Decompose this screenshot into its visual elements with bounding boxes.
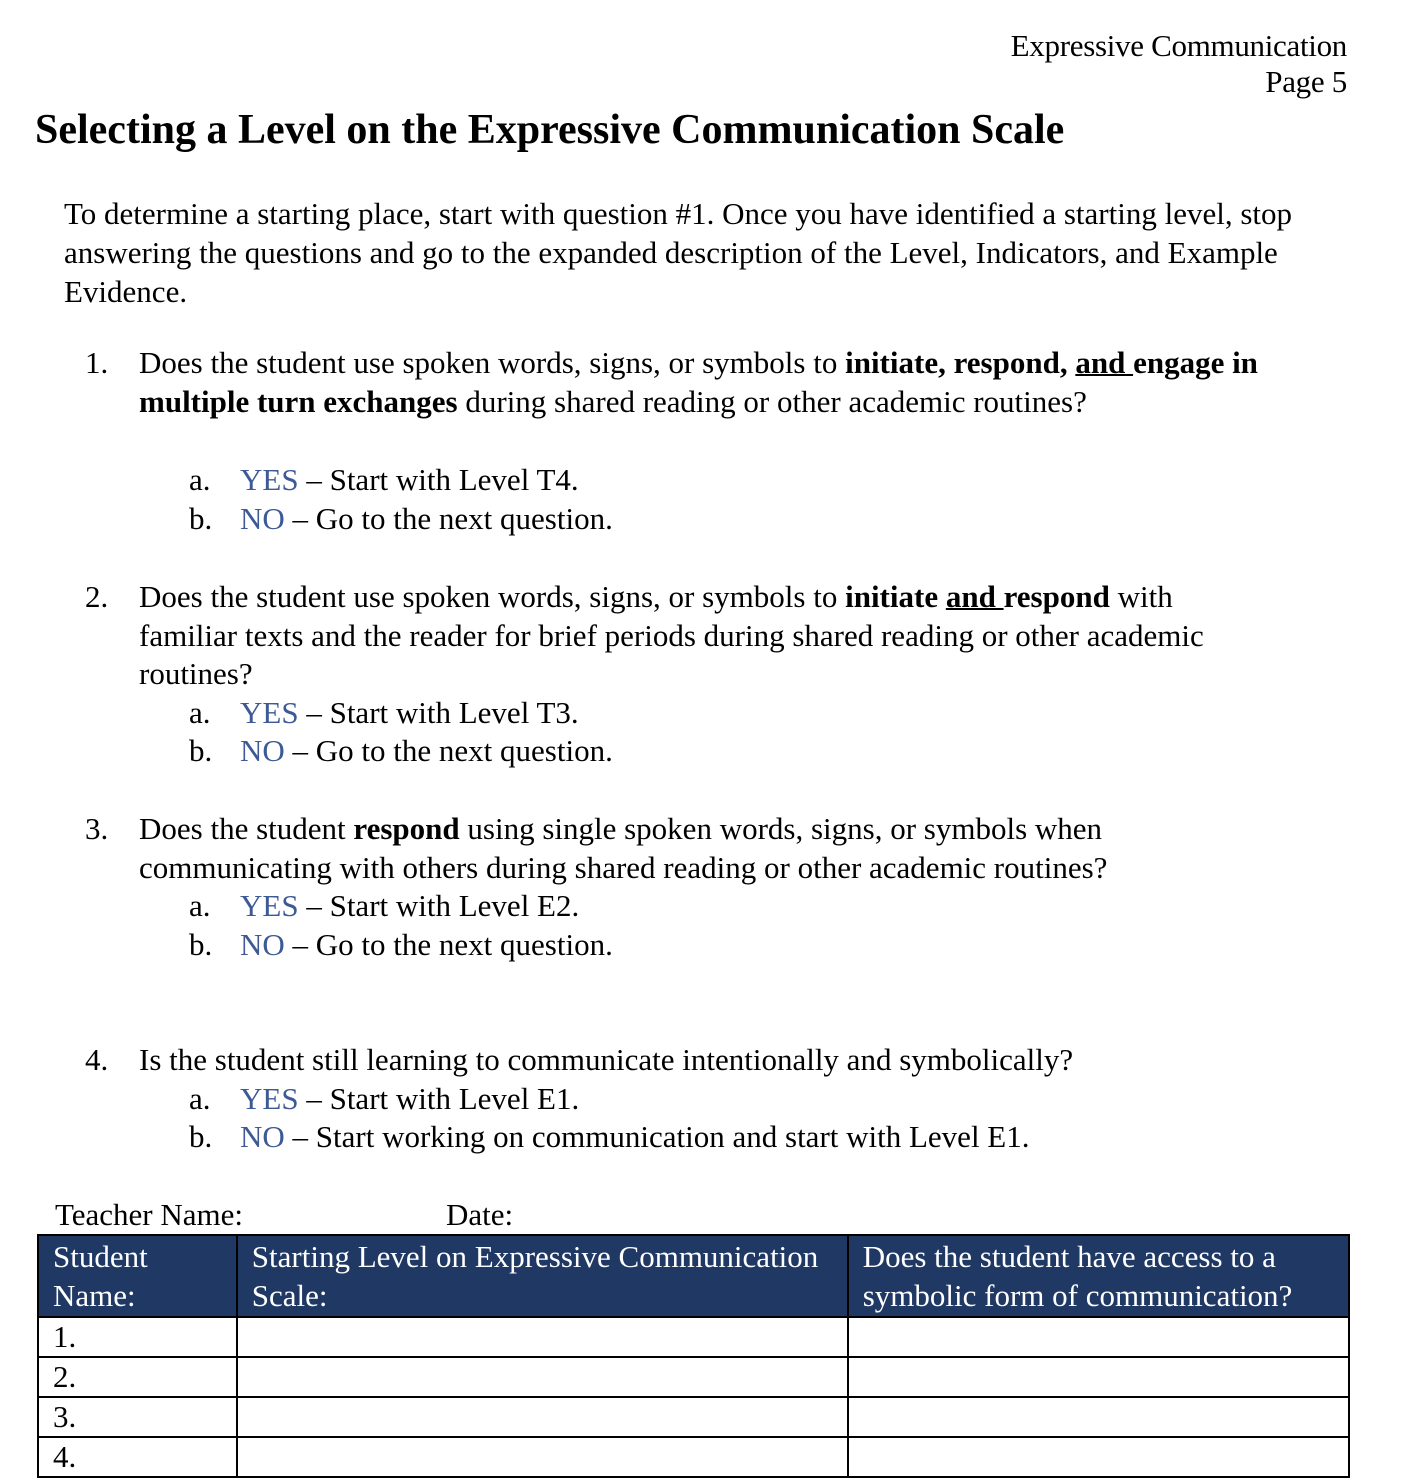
- teacher-name-label: Teacher Name:: [55, 1197, 244, 1232]
- symbolic-access-cell[interactable]: [848, 1397, 1349, 1437]
- answer-label: YES: [240, 462, 299, 497]
- student-name-cell[interactable]: 4.: [38, 1437, 237, 1477]
- question-underlined-emphasis: and: [1075, 345, 1134, 380]
- student-name-cell[interactable]: 3.: [38, 1397, 237, 1437]
- question-2: [85, 578, 1325, 771]
- question-underlined-emphasis: and: [945, 579, 1004, 614]
- question-text: Does the student use spoken words, signs, or symbols to: [139, 345, 846, 380]
- date-label: Date:: [446, 1197, 514, 1232]
- answer-instruction: – Start working on communication and start with Level E1.: [284, 1119, 1030, 1154]
- question-emphasis: respond: [353, 811, 460, 846]
- option-letter: a.: [189, 694, 211, 730]
- symbolic-access-cell[interactable]: [848, 1437, 1349, 1477]
- option-letter: b.: [189, 926, 213, 962]
- answer-instruction: – Start with Level E2.: [298, 888, 580, 923]
- answer-instruction: – Go to the next question.: [284, 733, 613, 768]
- answer-label: NO: [240, 733, 285, 768]
- answer-option-no: [85, 926, 1325, 965]
- question-number: 3.: [85, 811, 109, 846]
- question-4: [85, 1041, 1325, 1157]
- page-title: Selecting a Level on the Expressive Communication Scale: [35, 107, 1065, 153]
- column-header-starting-level: Starting Level on Expressive Communication Scale:: [237, 1235, 848, 1317]
- question-emphasis: initiate: [845, 579, 946, 614]
- student-roster-table: [37, 1234, 1350, 1478]
- question-text: during shared reading or other academic routines?: [457, 383, 1087, 419]
- option-letter: b.: [189, 500, 213, 536]
- starting-level-cell[interactable]: [237, 1397, 848, 1437]
- answer-instruction: – Start with Level T3.: [298, 694, 579, 730]
- option-letter: b.: [189, 1119, 213, 1154]
- column-header-student-name: Student Name:: [38, 1235, 237, 1317]
- student-name-cell[interactable]: 2.: [38, 1357, 237, 1397]
- question-number: 1.: [85, 345, 109, 380]
- answer-label: YES: [240, 1080, 299, 1116]
- header-section-name: Expressive Communication: [1010, 28, 1347, 63]
- question-emphasis: engage in multiple turn exchanges: [139, 345, 1258, 419]
- question-text: with familiar texts and the reader for brief periods during shared reading or other academic routines?: [139, 579, 1204, 691]
- answer-label: YES: [240, 694, 299, 730]
- answer-option-yes: [85, 887, 1325, 926]
- header-page-number: Page 5: [1265, 64, 1347, 99]
- answer-option-yes: [85, 694, 1325, 733]
- column-header-symbolic-access: Does the student have access to a symbolic form of communication?: [848, 1235, 1349, 1317]
- symbolic-access-cell[interactable]: [848, 1317, 1349, 1357]
- question-text: Is the student still learning to communicate intentionally and symbolically?: [139, 1042, 1074, 1077]
- answer-instruction: – Go to the next question.: [284, 500, 613, 536]
- option-letter: a.: [189, 888, 211, 923]
- symbolic-access-cell[interactable]: [848, 1357, 1349, 1397]
- question-3: [85, 810, 1325, 964]
- starting-level-cell[interactable]: [237, 1317, 848, 1357]
- page-header: [1011, 28, 1347, 100]
- starting-level-cell[interactable]: [237, 1437, 848, 1477]
- answer-instruction: – Go to the next question.: [284, 926, 613, 962]
- answer-label: NO: [240, 500, 285, 536]
- answer-label: NO: [240, 926, 285, 962]
- question-number: 2.: [85, 579, 109, 614]
- answer-option-no: [85, 500, 1325, 539]
- table-row: [38, 1317, 1349, 1357]
- table-header-row: [38, 1235, 1349, 1317]
- starting-level-cell[interactable]: [237, 1357, 848, 1397]
- question-emphasis: initiate, respond,: [845, 345, 1076, 380]
- option-letter: b.: [189, 733, 213, 768]
- question-text: Does the student: [139, 811, 354, 846]
- answer-option-yes: [85, 461, 1325, 500]
- intro-paragraph: To determine a starting place, start with question #1. Once you have identified a starting level, stop answering the questions and go to the expanded description of the Level, Indicators, and Example Evidence.: [64, 196, 1293, 309]
- answer-instruction: – Start with Level T4.: [298, 462, 579, 497]
- answer-option-no: [85, 732, 1325, 771]
- question-emphasis: respond: [1003, 579, 1110, 614]
- option-letter: a.: [189, 462, 211, 497]
- table-row: [38, 1357, 1349, 1397]
- answer-label: YES: [240, 888, 299, 923]
- question-number: 4.: [85, 1042, 109, 1077]
- student-name-cell[interactable]: 1.: [38, 1317, 237, 1357]
- question-text: Does the student use spoken words, signs, or symbols to: [139, 579, 846, 614]
- option-letter: a.: [189, 1080, 211, 1116]
- table-row: [38, 1397, 1349, 1437]
- answer-label: NO: [240, 1119, 285, 1154]
- answer-option-yes: [85, 1080, 1325, 1119]
- answer-option-no: [85, 1118, 1325, 1157]
- question-1: [85, 344, 1325, 538]
- question-text: using single spoken words, signs, or symbols when communicating with others during shared reading or other academic routines?: [139, 811, 1108, 885]
- answer-instruction: – Start with Level E1.: [298, 1080, 580, 1116]
- table-row: [38, 1437, 1349, 1477]
